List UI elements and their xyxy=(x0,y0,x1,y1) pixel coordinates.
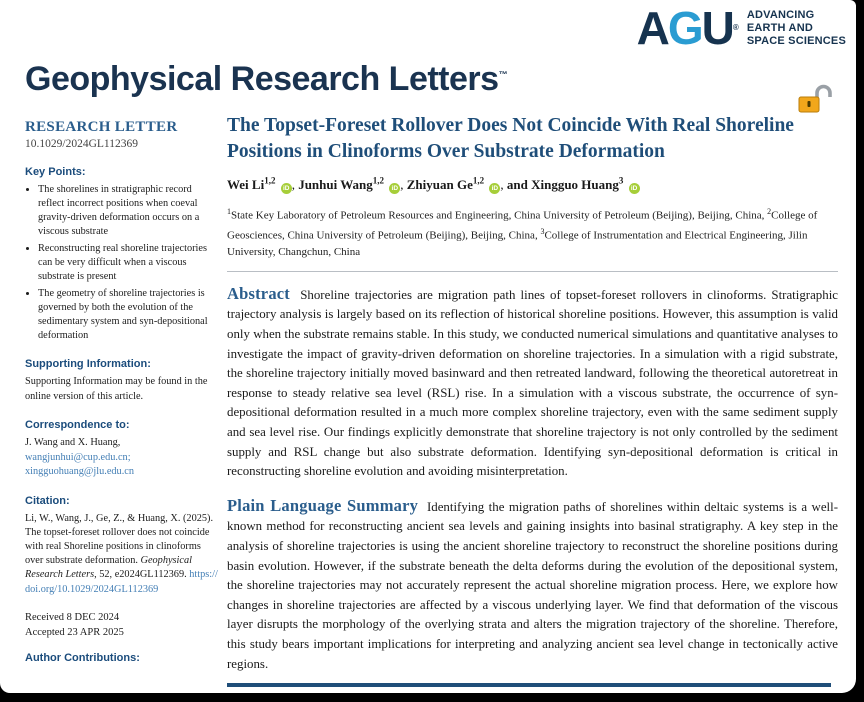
section-divider-rule xyxy=(227,683,831,687)
plain-language-summary-text: Identifying the migration paths of shorelines within deltaic systems is a well-known method for reconstructing ancient sea levels and gaining insights into basinal stratigraphy. A key step in the analysis of shoreline trajectories is using the ancient shoreline trajectory to reconstruct the shoreline positions during basin evolution. However, if the substrate beneath the delta deforms during the evolution of the depositional system, the shoreline trajectories may not accurately represent the actual shoreline migration process. Here, we explore how changes in shoreline trajectories are affected by a viscous underlying layer. We find that deformation of the viscous layer disrupts the morphology of the overlying strata and alters the migration trajectory of the shoreline. Therefore, this study bears important implications for interpreting and analyzing ancient sea level change in tectonically active regions. xyxy=(227,499,839,671)
agu-letter-g: G xyxy=(667,2,702,54)
author-affiliation-superscript: 1,2 xyxy=(264,175,276,186)
affiliation-superscript: 2 xyxy=(767,207,772,216)
agu-tagline-line: ADVANCING xyxy=(746,9,815,21)
affiliations: $^1$State Key Laboratory of Petroleum Resources and Engineering, China University of Petroleum (Beijing), Beijing, China, $^2$College of Geosciences, China University of Petroleum (Beijing), Beijing, China, $^3$College of Instrumentation and Electrical Engineering, Jilin University, Changchun, China xyxy=(227,207,818,259)
agu-tagline-line: EARTH AND xyxy=(746,22,813,34)
article-main-column xyxy=(227,113,838,687)
plain-language-summary-heading: Plain Language Summary xyxy=(227,495,419,515)
orcid-icon[interactable]: iD xyxy=(281,183,292,194)
citation-journal-name: Geophysical Research Letters xyxy=(25,555,193,581)
correspondence-heading: Correspondence to: xyxy=(25,419,130,431)
orcid-icon[interactable]: iD xyxy=(489,183,500,194)
agu-tagline-line: SPACE SCIENCES xyxy=(746,35,846,47)
journal-title xyxy=(25,60,508,99)
journal-title-text: Geophysical Research Letters xyxy=(25,60,499,98)
agu-logo xyxy=(636,2,846,54)
agu-wordmark xyxy=(636,2,739,54)
author-affiliation-superscript: 1,2 xyxy=(372,175,385,186)
key-point-item: • The geometry of shoreline trajectories is governed by both the evolution of the sedimentary system and syn-depositional deformation xyxy=(38,287,218,343)
article-doi: 10.1029/2024GL112369 xyxy=(25,138,138,150)
key-points-list xyxy=(25,183,218,343)
email-link-wang[interactable]: wangjunhui@cup.edu.cn; xyxy=(25,451,131,463)
trademark-symbol: ™ xyxy=(498,69,508,80)
supporting-information-heading: Supporting Information: xyxy=(25,358,151,370)
key-points-heading: Key Points: xyxy=(25,166,86,178)
correspondence-names: J. Wang and X. Huang, xyxy=(25,437,121,448)
author-affiliation-superscript: 1,2 xyxy=(472,175,485,186)
citation-doi-link[interactable]: https://doi.org/10.1029/2024GL112369 xyxy=(25,569,218,595)
plain-language-summary-paragraph xyxy=(227,496,838,674)
orcid-icon[interactable]: iD xyxy=(629,183,640,194)
author-name: and Xingguo Huang xyxy=(506,177,619,192)
author-affiliation-superscript: 3 xyxy=(618,175,624,186)
citation-text xyxy=(25,512,218,597)
citation-mid: , 52, e2024GL112369. xyxy=(94,569,190,581)
citation-pre: Li, W., Wang, J., Ge, Z., & Huang, X. (2025). The topset-foreset rollover does not coincide with real Shoreline positions in clinoforms over substrate deformation. xyxy=(25,512,214,567)
agu-letter-u: U xyxy=(701,2,733,54)
received-date: Received 8 DEC 2024 xyxy=(25,611,120,623)
author-contributions-heading: Author Contributions: xyxy=(25,651,140,664)
article-title: The Topset-Foreset Rollover Does Not Coincide With Real Shoreline Positions in Clinoforms Over Substrate Deformation xyxy=(227,115,794,162)
accepted-date: Accepted 23 APR 2025 xyxy=(25,626,124,638)
abstract-text: Shoreline trajectories are migration path lines of topset-foreset rollovers in clinoforms. Stratigraphic trajectory analysis is largely based on its reflection of historical shoreline positions. However, this assumption is valid only when the substrate remains stable. In this study, we conducted numerical simulations and quantitative analyses to investigate the impact of gravity-driven deformation on shoreline trajectories. In a simulation with a rigid substrate, the shoreline trajectory initially moved basinward and then retreated landward, following the theoretical autoretreat in response to steady relative sea level (RSL) rise. In a simulation with a viscous substrate, the occurrence of syn-depositional deformation resulted in a much more complex shoreline trajectory, even with the same sediment supply and sea level rise. Our findings explicitly demonstrate that shoreline trajectory is not only controlled by the sediment supply and RSL change but also substrate deformation. Identifying syn-depositional deformation is critical in reconstructing shoreline evolution and avoiding misinterpretation. xyxy=(227,287,839,479)
author-name: Junhui Wang xyxy=(298,177,373,192)
abstract-paragraph xyxy=(227,284,838,482)
affiliation-superscript: 1 xyxy=(227,207,231,216)
author-name: Wei Li xyxy=(227,177,265,192)
affiliation-superscript: 3 xyxy=(540,227,545,237)
agu-letter-a: A xyxy=(636,2,668,54)
author-name: Zhiyuan Ge xyxy=(406,177,473,192)
email-link-huang[interactable]: xingguohuang@jlu.edu.cn xyxy=(25,466,135,477)
article-type-kicker: RESEARCH LETTER xyxy=(25,119,178,135)
sidebar xyxy=(25,118,218,669)
agu-tagline xyxy=(747,9,846,48)
key-point-item: • The shorelines in stratigraphic record reflect incorrect positions when coeval gravity-driven deformation occurs on a viscous substrate xyxy=(38,183,218,239)
supporting-information-text: Supporting Information may be found in the online version of this article. xyxy=(25,376,208,402)
citation-heading: Citation: xyxy=(25,494,70,507)
affiliations-divider xyxy=(227,271,838,272)
orcid-icon[interactable]: iD xyxy=(389,183,400,194)
authors-line: Wei Li$^{1,2}$ iD , Junhui Wang$^{1,2}$ iD , Zhiyuan Ge$^{1,2}$ iD , and Xingguo Huang$^3$ iD xyxy=(227,176,838,194)
registered-mark: ® xyxy=(732,23,739,32)
abstract-heading: Abstract xyxy=(227,283,290,303)
key-point-item: • Reconstructing real shoreline trajectories can be very difficult when a viscous substrate is present xyxy=(38,242,218,284)
